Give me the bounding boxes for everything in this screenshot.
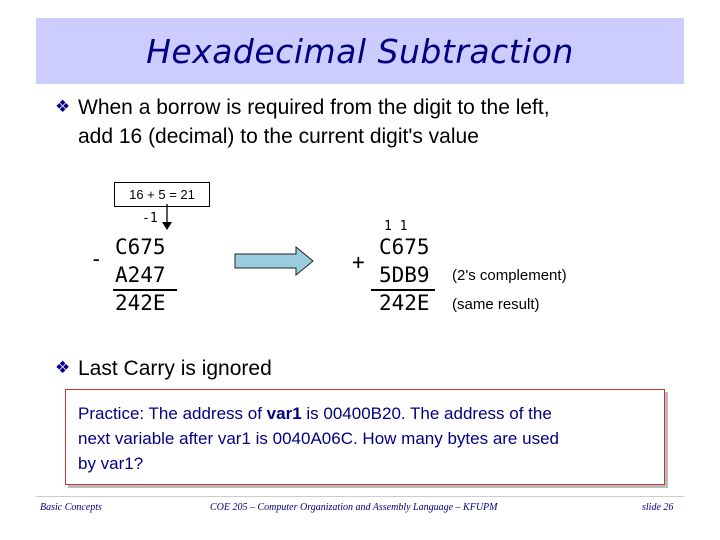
right-result: 242E (379, 291, 430, 315)
borrow-label: -1 (142, 211, 158, 226)
bullet-1-line-2: add 16 (decimal) to the current digit's value (78, 125, 479, 148)
practice-var-name: var1 (266, 404, 302, 423)
practice-text-b: is 00400B20. The address of the (301, 404, 552, 423)
bullet-1-diamond-icon: ❖ (55, 97, 71, 117)
subtrahend: A247 (115, 263, 166, 287)
borrow-arrow-icon (160, 204, 174, 230)
borrow-note-box: 16 + 5 = 21 (114, 182, 210, 207)
practice-box (65, 389, 665, 485)
bullet-1-line-1: When a borrow is required from the digit to the left, (78, 96, 550, 119)
practice-line-1 (78, 401, 664, 426)
addend-1: C675 (379, 235, 430, 259)
practice-text-a: Practice: The address of (78, 404, 267, 423)
twos-complement-note: (2's complement) (452, 267, 567, 284)
footer-left: Basic Concepts (40, 502, 102, 513)
footer-center: COE 205 – Computer Organization and Assembly Language – KFUPM (210, 502, 498, 513)
title-bar (36, 18, 684, 84)
carry-label: 1 1 (384, 219, 408, 234)
practice-line-3: by var1? (78, 454, 144, 473)
footer-divider (36, 496, 684, 497)
bullet-2-line-1: Last Carry is ignored (78, 357, 272, 380)
right-arrow-icon (234, 246, 314, 276)
minus-operator: - (90, 247, 103, 271)
slide-title: Hexadecimal Subtraction (146, 32, 574, 71)
footer-slide-number: slide 26 (642, 502, 674, 513)
bullet-2-diamond-icon: ❖ (55, 358, 71, 378)
addend-2: 5DB9 (379, 263, 430, 287)
plus-operator: + (352, 250, 365, 274)
same-result-note: (same result) (452, 296, 540, 313)
left-result: 242E (115, 291, 166, 315)
minuend: C675 (115, 235, 166, 259)
practice-line-2: next variable after var1 is 0040A06C. How many bytes are used (78, 429, 559, 448)
